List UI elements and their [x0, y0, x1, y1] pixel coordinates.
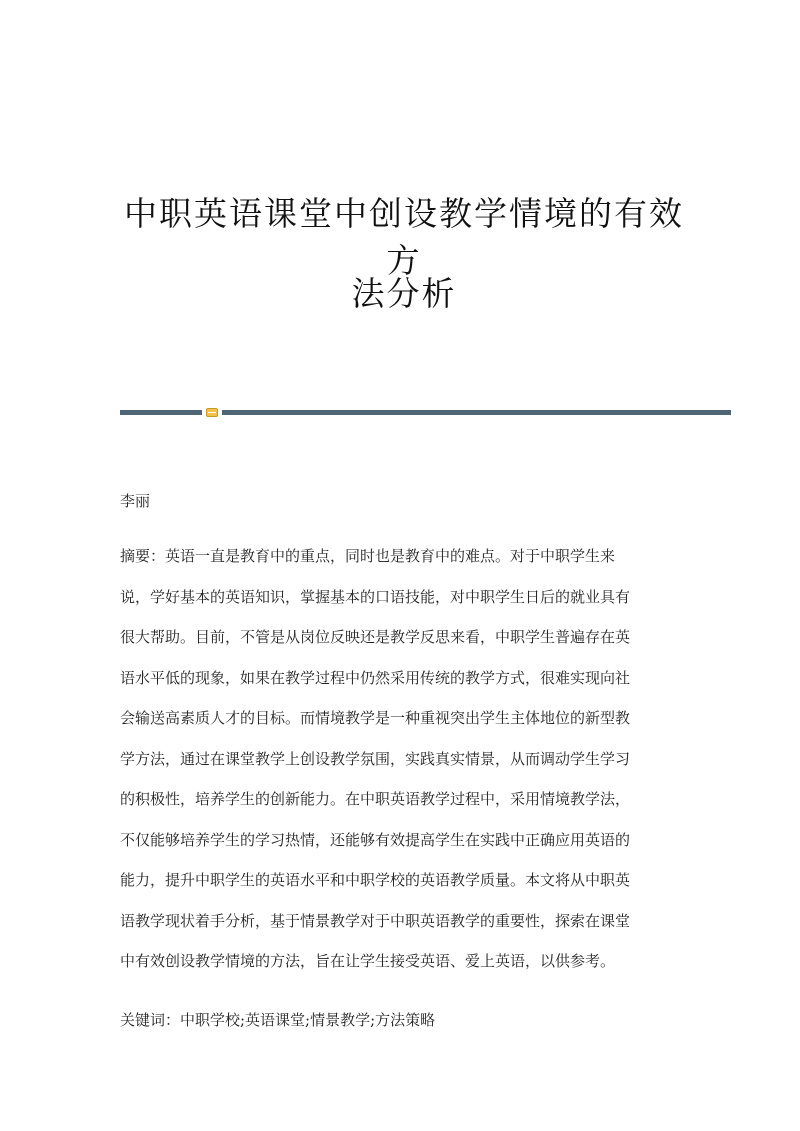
abstract-line: 不仅能够培养学生的学习热情，还能够有效提高学生在实践中正确应用英语的	[120, 830, 631, 849]
document-title-line-1: 中职英语课堂中创设教学情境的有效方	[124, 194, 684, 280]
abstract-line: 的积极性，培养学生的创新能力。在中职英语教学过程中，采用情境教学法，	[120, 790, 631, 808]
abstract-line: 会输送高素质人才的目标。而情境教学是一种重视突出学生主体地位的新型教	[120, 709, 631, 727]
divider-badge-icon	[206, 408, 218, 417]
keywords-line: 关键词：中职学校;英语课堂;情景教学;方法策略	[120, 1011, 436, 1029]
abstract-line: 中有效创设教学情境的方法，旨在让学生接受英语、爱上英语，以供参考。	[120, 952, 616, 970]
abstract-line: 说，学好基本的英语知识，掌握基本的口语技能，对中职学生日后的就业具有	[120, 587, 631, 606]
abstract-line: 语教学现状着手分析，基于情景教学对于中职英语教学的重要性，探索在课堂	[120, 911, 631, 930]
divider-bar-right	[222, 410, 731, 415]
abstract-line: 摘要：英语一直是教育中的重点，同时也是教育中的难点。对于中职学生来	[120, 547, 616, 565]
abstract-line: 能力，提升中职学生的英语水平和中职学校的英语教学质量。本文将从中职英	[120, 871, 631, 889]
title-divider	[120, 409, 731, 417]
document-title-line-2: 法分析	[351, 274, 457, 313]
abstract-paragraph	[120, 536, 680, 982]
divider-bar-left	[120, 410, 202, 415]
abstract-line: 语水平低的现象，如果在教学过程中仍然采用传统的教学方式，很难实现向社	[120, 668, 631, 687]
author-name: 李丽	[120, 492, 151, 510]
abstract-line: 很大帮助。目前，不管是从岗位反映还是教学反思来看，中职学生普遍存在英	[120, 628, 631, 646]
abstract-line: 学方法，通过在课堂教学上创设教学氛围，实践真实情景，从而调动学生学习	[120, 749, 631, 768]
